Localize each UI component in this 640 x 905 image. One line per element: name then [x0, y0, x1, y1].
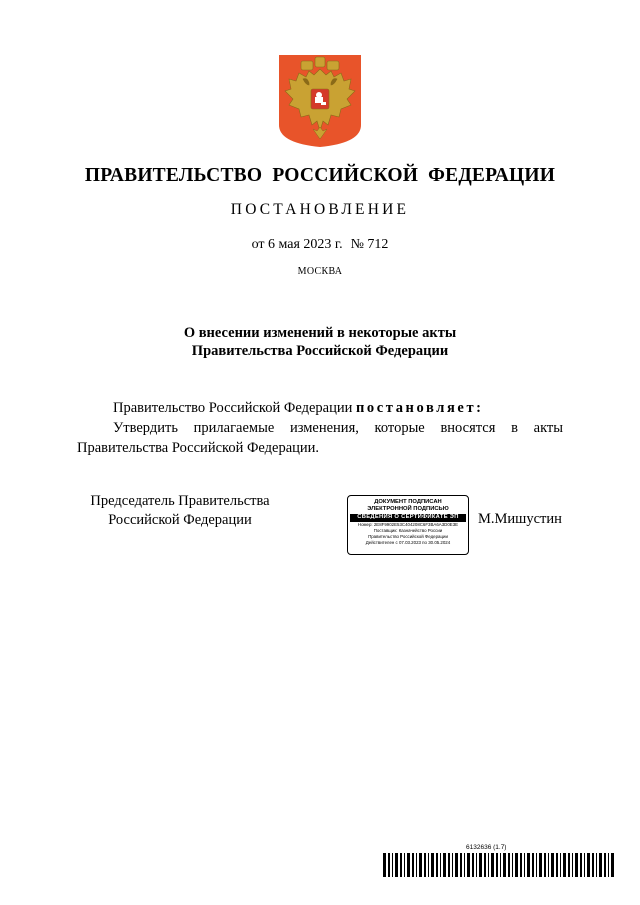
- government-title: ПРАВИТЕЛЬСТВО РОССИЙСКОЙ ФЕДЕРАЦИИ: [84, 165, 556, 186]
- document-date-number: [0, 237, 640, 253]
- subject-line-1: О внесении изменений в некоторые акты: [183, 325, 457, 341]
- stamp-certificate-heading: СВЕДЕНИЯ О СЕРТИФИКАТЕ ЭП: [350, 514, 466, 522]
- body-paragraph-1-text: Правительство Российской Федерации: [113, 400, 353, 416]
- signatory-name: М.Мишустин: [478, 511, 562, 527]
- signatory-title-line-2: Российской Федерации: [108, 512, 252, 528]
- stamp-supplier-line-2: Правительство Российской Федерации: [368, 534, 448, 540]
- body-paragraph-1: [77, 398, 563, 418]
- document-number: № 712: [350, 237, 389, 252]
- decree-verb: постановляет:: [355, 400, 484, 416]
- signatory-title: [80, 492, 280, 530]
- barcode-icon: [383, 853, 615, 877]
- stamp-line-2: ЭЛЕКТРОННОЙ ПОДПИСЬЮ: [367, 506, 449, 512]
- document-body: [77, 398, 563, 458]
- stamp-line-1: ДОКУМЕНТ ПОДПИСАН: [374, 499, 442, 505]
- body-paragraph-2-line-1: Утвердить прилагаемые изменения, которые вносятся в акты: [113, 420, 563, 436]
- barcode-label: 6132636 (1.7): [466, 844, 507, 851]
- signatory-title-line-1: Председатель Правительства: [90, 493, 270, 509]
- document-type: ПОСТАНОВЛЕНИЕ: [230, 201, 410, 218]
- body-paragraph-2: [77, 418, 563, 458]
- body-paragraph-2-line-2: Правительства Российской Федерации.: [77, 440, 320, 456]
- document-date: от 6 мая 2023 г.: [251, 237, 343, 252]
- stamp-supplier-line-1: Поставщик: Казначейство России: [373, 527, 443, 533]
- city: МОСКВА: [297, 266, 343, 277]
- stamp-validity: Действителен с 07.03.2023 по 30.05.2024: [365, 540, 451, 546]
- subject-line-2: Правительства Российской Федерации: [191, 343, 449, 359]
- coat-of-arms-russia-icon: [279, 55, 361, 147]
- stamp-serial: Номер: 2E8F9902E53C404208C6F3BA6A3D0E3E: [357, 521, 459, 527]
- electronic-signature-stamp: [347, 495, 469, 555]
- document-subject: [0, 324, 640, 360]
